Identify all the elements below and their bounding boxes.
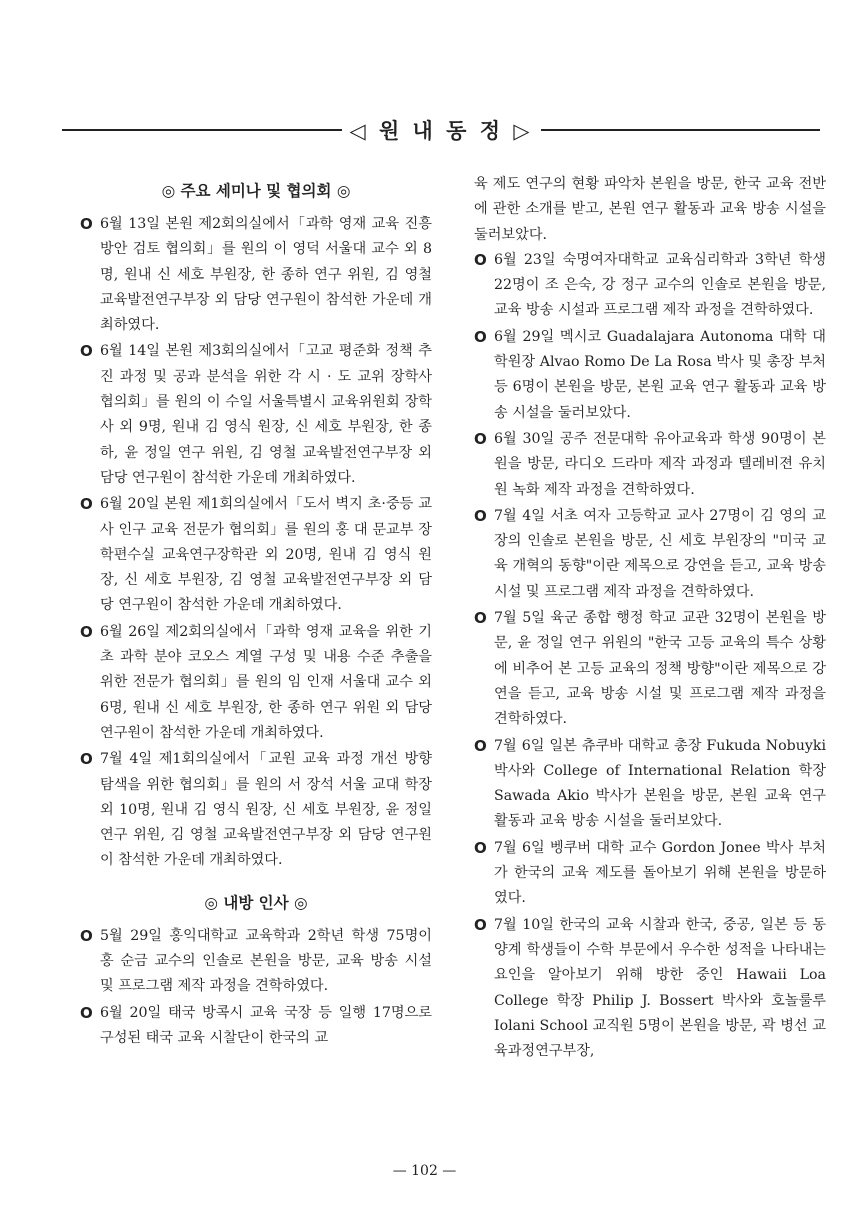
page-title: ◁ 원 내 동 정 ▷ [349,118,533,143]
entry-text: 7월 10일 한국의 교육 시찰과 한국, 중공, 일본 등 동양계 학생들이 수학 부문에서 우수한 성적을 나타내는 요인을 알아보기 위해 방한 중인 Hawaii Loa College 학장 Philip J. Bossert 박사와 호놀룰루 Iolani School 교직원 5명이 본원을 방문, 곽 병선 교육과정연구부장, [494,916,826,1060]
bullet-mark: O [474,429,487,448]
header-rule-left [62,129,342,131]
bullet-mark: O [80,1003,93,1022]
bullet-mark: O [80,215,93,233]
entry-text: 6월 14일 본원 제3회의실에서「고교 평준화 정책 추진 과정 및 공과 분석을 위한 각 시 · 도 교위 장학사 협의회」를 원의 이 수일 서울특별시 교육위원회 장학사 외 9명, 원내 김 영식 원장, 신 세호 부원장, 한 종하, 윤 정일 연구 위원, 김 영철 교육발전연구부장 외 담당 연구원이 참석한 가운데 개최하였다. [100,343,432,486]
bullet-mark: O [474,838,487,857]
entry-text: 7월 4일 제1회의실에서「교원 교육 과정 개선 방향 탐색을 위한 협의회」를 원의 서 장석 서울 교대 학장 외 10명, 원내 김 영식 원장, 신 세호 부원장, 윤 정일 연구 위원, 김 영철 교육발전연구부장 외 담당 연구원이 참석한 가운데 개최하였다. [100,751,432,869]
bullet-mark: O [474,506,487,525]
entry-text: 7월 6일 벵쿠버 대학 교수 Gordon Jonee 박사 부처가 한국의 교육 제도를 돌아보기 위해 본원을 방문하였다. [494,839,826,907]
entry-text: 6월 20일 본원 제1회의실에서「도서 벽지 초·중등 교사 인구 교육 전문가 협의회」를 원의 홍 대 문교부 장학편수실 교육연구장학관 외 20명, 원내 김 영식 원장, 신 세호 부원장, 김 영철 교육발전연구부장 외 담당 연구원이 참석한 가운데 개최하였다. [100,496,432,614]
entry-continuation: 육 제도 연구의 현황 파악차 본원을 방문, 한국 교육 전반에 관한 소개를 받고, 본원 연구 활동과 교육 방송 시설을 둘러보았다. [474,176,826,243]
news-entry [474,734,826,835]
news-entry [474,606,826,732]
news-entry [80,747,432,873]
news-entry [80,339,432,491]
bullet-mark: O [80,926,93,945]
entry-text: 6월 13일 본원 제2회의실에서「과학 영재 교육 진흥 방안 검토 협의회」를 원의 이 영덕 서울대 교수 외 8명, 원내 신 세호 부원장, 한 종하 연구 위원, 김 영철 교육발전연구부장 외 담당 연구원이 참석한 가운데 개최하였다. [100,216,432,334]
bullet-mark: O [474,736,487,755]
entry-text: 6월 30일 공주 전문대학 유아교육과 학생 90명이 본원을 방문, 라디오 드라마 제작 과정과 텔레비젼 유치원 녹화 제작 과정을 견학하였다. [494,430,826,498]
page-header [62,112,820,148]
news-entry [80,620,432,746]
page-number: — 102 — [392,1163,457,1179]
entry-text: 6월 26일 제2회의실에서「과학 영재 교육을 위한 기초 과학 분야 코오스 계열 구성 및 내용 수준 추출을 위한 전문가 협의회」를 원의 임 인재 서울대 교수 외 6명, 원내 신 세호 부원장, 한 종하 연구 위원 외 담당 연구원이 참석한 가운데 개최하였다. [100,623,432,741]
entry-text: 5월 29일 홍익대학교 교육학과 2학년 학생 75명이 홍 순금 교수의 인솔로 본원을 방문, 교육 방송 시설 및 프로그램 제작 과정을 견학하였다. [100,927,432,995]
news-entry [80,492,432,618]
news-entry [474,836,826,912]
bullet-mark: O [80,495,93,514]
entry-text: 6월 29일 멕시코 Guadalajara Autonoma 대학 대학원장 Alvao Romo De La Rosa 박사 및 총장 부처 등 6명이 본원을 방문, 본원 교육 연구 활동과 교육 방송 시설을 둘러보았다. [494,328,826,421]
right-column [474,172,826,1064]
bullet-mark: O [80,342,93,361]
bullet-mark: O [474,250,487,269]
news-entry [474,504,826,605]
bullet-mark: O [474,915,487,934]
news-entry [474,427,826,503]
bullet-mark: O [474,327,487,346]
news-entry [80,924,432,1000]
bullet-mark: O [80,750,93,769]
news-entry [474,913,826,1065]
bullet-mark: O [474,609,487,628]
entry-text: 7월 4일 서초 여자 고등학교 교사 27명이 김 영의 교장의 인솔로 본원을 방문, 신 세호 부원장의 "미국 교육 개혁의 동향"이란 제목으로 강연을 듣고, 교육 방송 시설 및 프로그램 제작 과정을 견학하였다. [494,507,826,600]
entry-text: 7월 5일 육군 종합 행정 학교 교관 32명이 본원을 방문, 윤 정일 연구 위원의 "한국 고등 교육의 특수 상황에 비추어 본 고등 교육의 정책 방향"이란 제목으로 강연을 듣고, 교육 방송 시설 및 프로그램 제작 과정을 견학하였다. [494,610,826,728]
section-gap [80,874,432,884]
news-entry [474,248,826,324]
bullet-mark: O [80,622,93,641]
left-column [80,172,432,1051]
header-rule-right [541,129,821,131]
entry-text: 7월 6일 일본 츄쿠바 대학교 총장 Fukuda Nobuyki 박사와 College of International Relation 학장 Sawada Akio 박사가 본원을 방문, 본원 교육 연구 활동과 교육 방송 시설을 둘러보았다. [494,737,826,830]
news-entry [80,212,432,338]
section-heading-visits: ◎ 내방 인사 ◎ [204,893,308,912]
entry-text: 6월 23일 숙명여자대학교 교육심리학과 3학년 학생 22명이 조 은숙, 강 정구 교수의 인솔로 본원을 방문, 교육 방송 시설과 프로그램 제작 과정을 견학하였다. [494,251,826,319]
news-entry [474,325,826,426]
entry-text: 6월 20일 태국 방콕시 교육 국장 등 일행 17명으로 구성된 태국 교육 시찰단이 한국의 교 [100,1004,432,1046]
section-heading-seminars: ◎ 주요 세미나 및 협의회 ◎ [161,182,351,200]
news-entry [80,1001,432,1052]
